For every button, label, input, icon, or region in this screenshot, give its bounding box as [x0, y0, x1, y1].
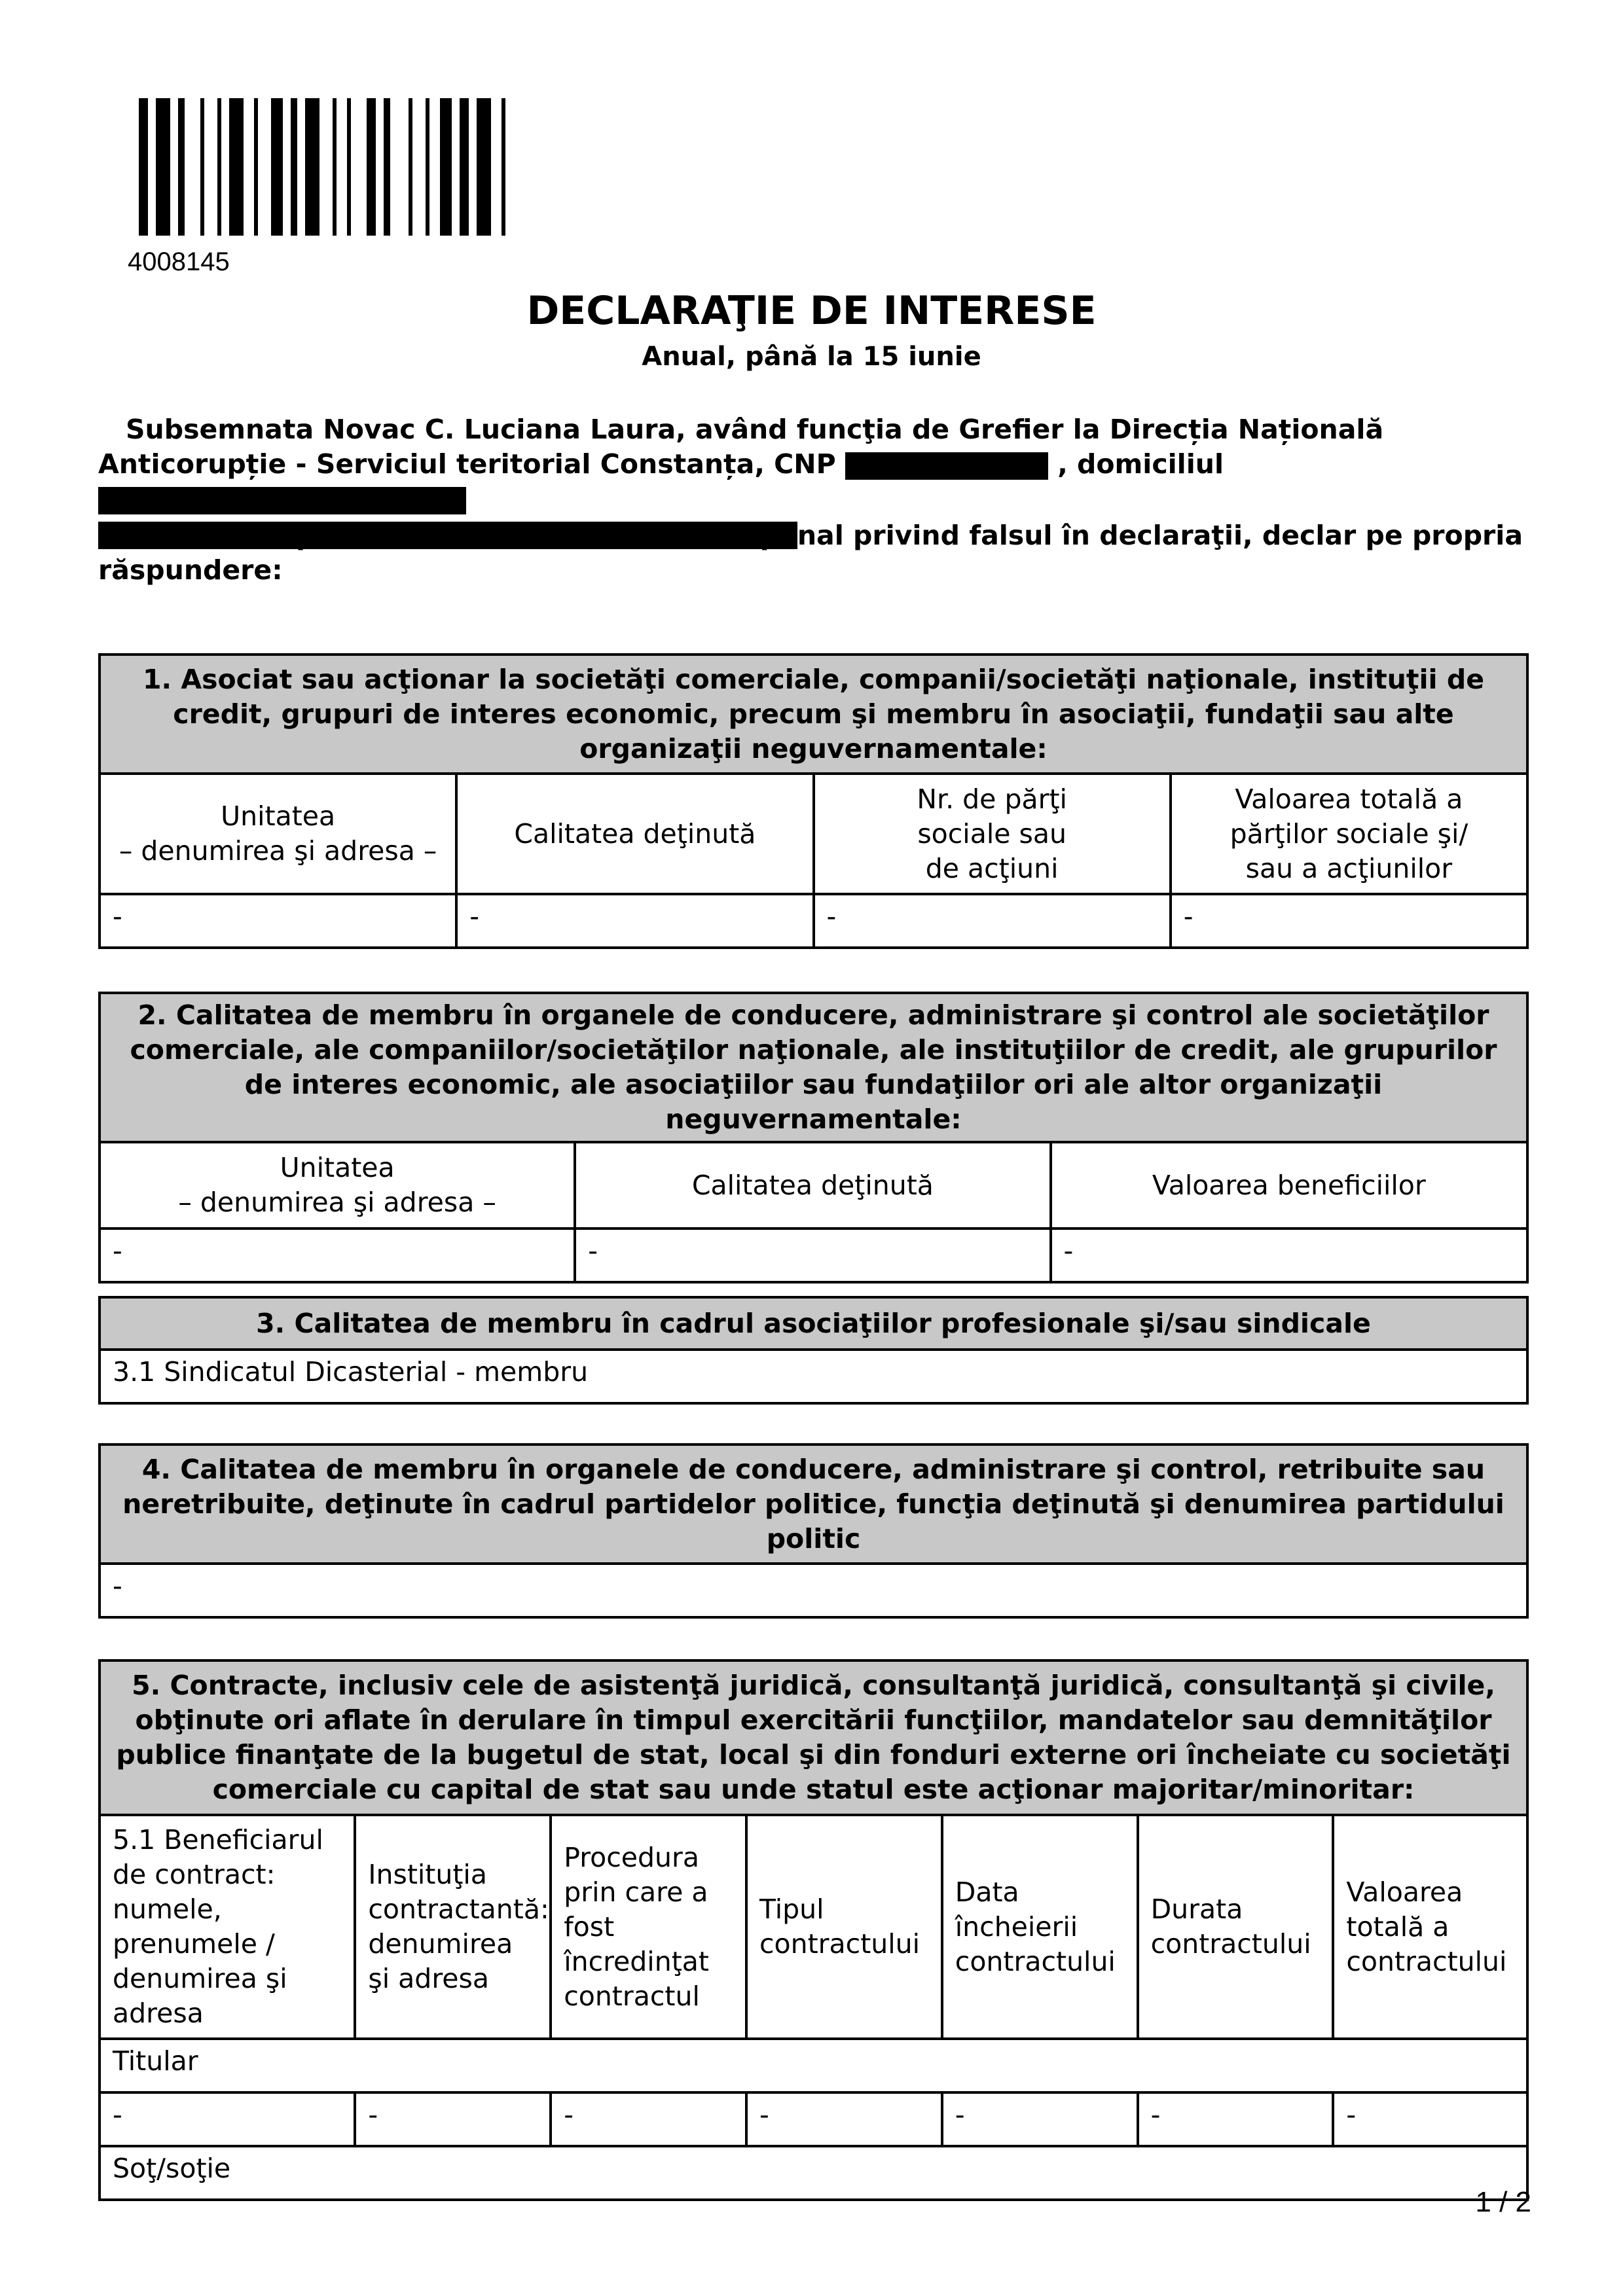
table-cell: - [1171, 894, 1527, 948]
barcode-bar [291, 98, 297, 236]
table-cell: - [1333, 2092, 1527, 2146]
table-cell: - [575, 1229, 1050, 1282]
table-cell: - [746, 2092, 942, 2146]
column-header-position: Calitatea deţinută [575, 1142, 1050, 1229]
table-cell: - [1138, 2092, 1334, 2146]
table-cell: - [456, 894, 813, 948]
column-header-contract-value: Valoarea totală a contractului [1333, 1815, 1527, 2039]
barcode-bar [217, 98, 221, 236]
barcode-bar [333, 98, 337, 236]
barcode-bar [347, 98, 351, 236]
titular-label: Titular [100, 2039, 1527, 2092]
barcode-bar [384, 98, 390, 236]
redacted-cnp [845, 452, 1048, 480]
column-header-procedure: Procedura prin care a fost încredinţat contractul [551, 1815, 746, 2039]
column-header-unit: Unitatea – denumirea şi adresa – [100, 1142, 575, 1229]
barcode-bar [501, 98, 505, 236]
barcode-bar [229, 98, 244, 236]
table-row [100, 2092, 1527, 2146]
column-header-contract-type: Tipul contractului [746, 1815, 942, 2039]
column-header-position: Calitatea deţinută [456, 774, 813, 894]
redacted-domicile [98, 487, 466, 514]
column-header-unit: Unitatea – denumirea şi adresa – [100, 774, 456, 894]
section-5-title: 5. Contracte, inclusiv cele de asistenţă juridică, consultanţă juridică, consultanţă şi civile, obţinute ori aflate în derulare în timpul exercitării funcţiilor, mandatelor sau demnităţilor publice finanţate de la bugetul de stat, local şi din fonduri externe ori încheiate cu societăţi comerciale cu capital de stat sau unde statul este acţionar majoritar/minoritar: [100, 1660, 1527, 1815]
table-cell: - [551, 2092, 746, 2146]
domicile-label: , domiciliul [1057, 448, 1224, 480]
barcode-bar [178, 98, 185, 236]
table-cell: - [100, 2092, 355, 2146]
column-header-shares-value: Valoarea totală a părţilor sociale şi/ sau a acţiunilor [1171, 774, 1527, 894]
section-5-table [98, 1659, 1529, 2201]
declarant-statement-text: Subsemnata Novac C. Luciana Laura, având funcţia de Grefier la Direcția Națională Anticorupție - Serviciul teritorial Constanța, CNP [98, 414, 1384, 480]
barcode-bar [426, 98, 429, 236]
section-3-entry: 3.1 Sindicatul Dicasterial - membru [100, 1350, 1527, 1403]
spouse-label: Soţ/soţie [100, 2146, 1527, 2200]
column-header-beneficiary: 5.1 Beneficiarul de contract: numele, prenumele / denumirea şi adresa [100, 1815, 355, 2039]
section-4-entry: - [100, 1564, 1527, 1617]
barcode-bar [254, 98, 258, 236]
table-cell: - [100, 1229, 575, 1282]
barcode-bar [440, 98, 452, 236]
barcode-number: 4008145 [128, 247, 230, 276]
table-cell: - [100, 894, 456, 948]
section-3-title: 3. Calitatea de membru în cadrul asociaţiilor profesionale şi/sau sindicale [100, 1297, 1527, 1350]
legal-acknowledgement-text: cunoscând prevederile art. 292 din Codul penal privind falsul în declaraţii, declar pe propria răspundere: [98, 520, 1523, 586]
column-header-benefits: Valoarea beneficiilor [1051, 1142, 1527, 1229]
document-subtitle: Anual, până la 15 iunie [642, 342, 981, 372]
column-header-contract-date: Data încheierii contractului [942, 1815, 1138, 2039]
column-header-shares-count: Nr. de părţi sociale sau de acţiuni [814, 774, 1171, 894]
column-header-contract-duration: Durata contractului [1138, 1815, 1334, 2039]
section-4-title: 4. Calitatea de membru în organele de conducere, administrare şi control, retribuite sau neretribuite, deţinute în cadrul partidelor politice, funcţia deţinută şi denumirea partidului politic [100, 1444, 1527, 1564]
page-number: 1 / 2 [1475, 2186, 1531, 2218]
section-1-table [98, 653, 1529, 949]
section-3-table [98, 1296, 1529, 1405]
section-2-table [98, 992, 1529, 1283]
section-4-table [98, 1443, 1529, 1619]
barcode-bar [156, 98, 170, 236]
table-row [100, 1229, 1527, 1282]
barcode-bar [409, 98, 412, 236]
table-cell: - [1051, 1229, 1527, 1282]
table-cell: - [355, 2092, 551, 2146]
barcode-bar [305, 98, 319, 236]
table-cell: - [814, 894, 1171, 948]
section-2-title: 2. Calitatea de membru în organele de conducere, administrare şi control ale societăţilor comerciale, ale companiilor/societăţilor naţionale, ale instituţiilor de credit, ale grupurilor de interes economic, ale asociaţiilor sau fundaţiilor ori ale altor organizaţii neguvernamentale: [100, 993, 1527, 1142]
barcode-bar [460, 98, 469, 236]
table-cell: - [942, 2092, 1138, 2146]
barcode-bar [367, 98, 376, 236]
barcode-bar [139, 98, 148, 236]
section-1-title: 1. Asociat sau acţionar la societăţi comerciale, companii/societăţi naţionale, instituţii de credit, grupuri de interes economic, precum şi membru în asociaţii, fundaţii sau alte organizaţii neguvernamentale: [100, 655, 1527, 774]
barcode-bar [200, 98, 204, 236]
table-row [100, 894, 1527, 948]
barcode-bar [271, 98, 283, 236]
legal-acknowledgement [98, 518, 1532, 588]
document-title: DECLARAŢIE DE INTERESE [526, 288, 1097, 334]
barcode-bar [477, 98, 491, 236]
column-header-contracting-institution: Instituţia contractantă: denumirea şi adresa [355, 1815, 551, 2039]
barcode [139, 98, 879, 236]
